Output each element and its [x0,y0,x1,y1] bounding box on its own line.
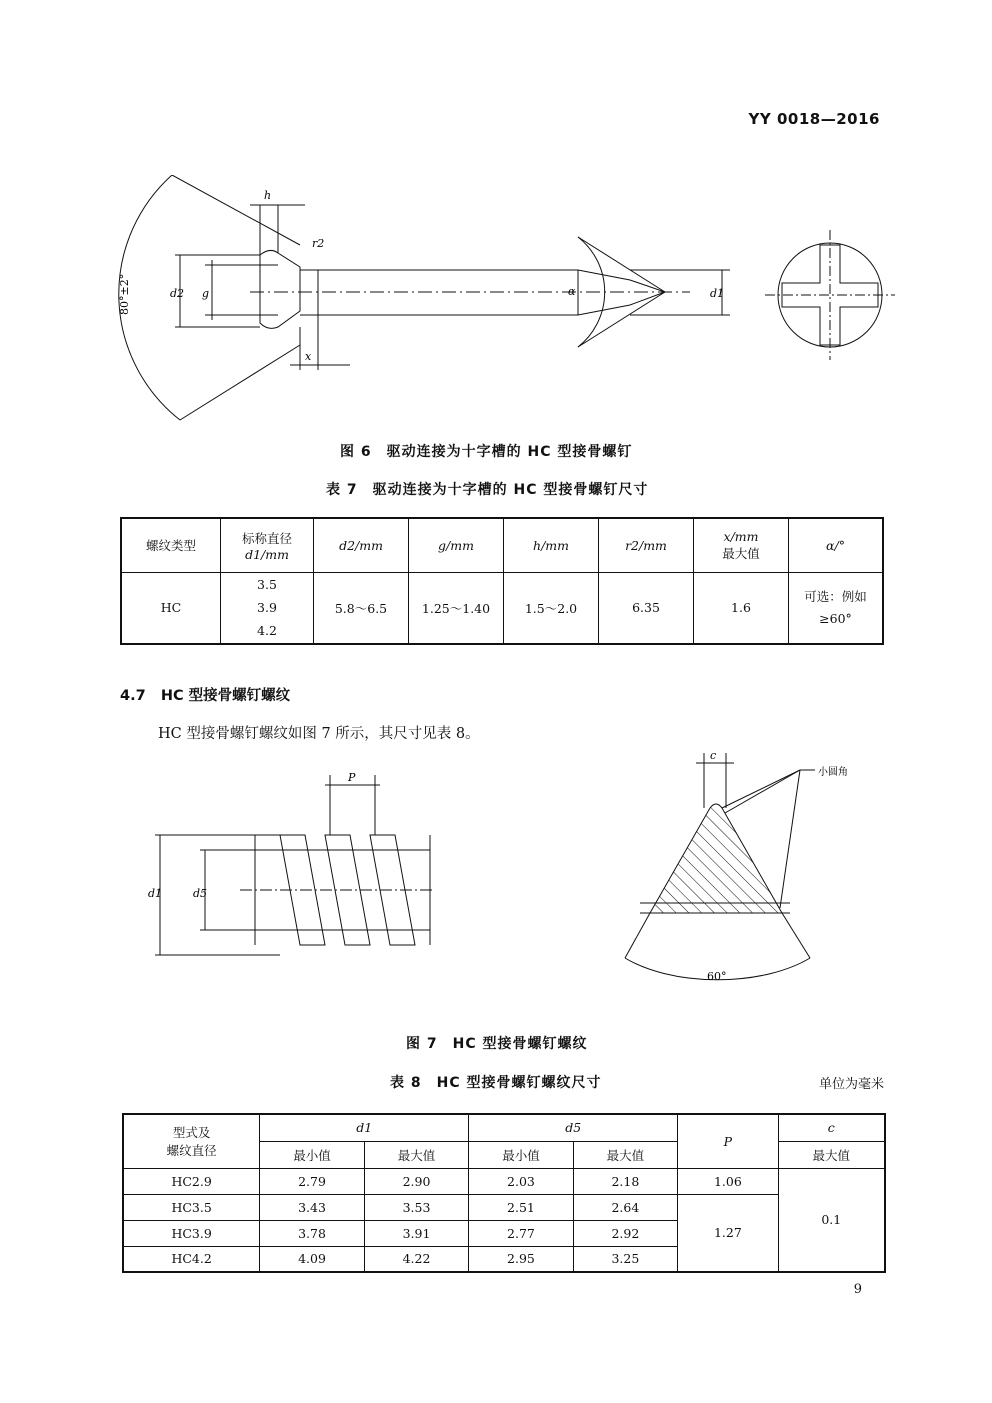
label-x: x [305,350,312,363]
label-60deg: 60° [707,970,727,983]
figure6-caption: 图 6 驱动连接为十字槽的 HC 型接骨螺钉 [340,444,633,460]
label-d5: d5 [193,887,208,900]
header-h: h/mm [504,518,599,572]
table8 [122,1113,886,1273]
cell-d5-max: 2.18 [573,1168,677,1194]
cell-d5-min: 2.95 [469,1246,573,1272]
label-d1: d1 [710,287,725,300]
cell-g: 1.25～1.40 [409,572,504,644]
header-alpha: α/° [789,518,884,572]
cell-d1-max: 3.91 [364,1220,468,1246]
cell-d1-max: 2.90 [364,1168,468,1194]
cell-P: 1.06 [678,1168,778,1194]
cell-d1-max: 3.53 [364,1194,468,1220]
figure7-thread-profile [600,748,860,988]
label-angle: 80°±2° [118,273,131,315]
label-h: h [264,189,272,202]
cell-type: HC4.2 [123,1246,260,1272]
cell-d1-min: 4.09 [260,1246,364,1272]
table-row [123,1194,885,1220]
section-number: 4.7 [120,688,146,704]
cell-r2: 6.35 [599,572,694,644]
cell-P: 1.27 [678,1194,778,1272]
cell-d5-max: 2.64 [573,1194,677,1220]
cell-d5-min: 2.03 [469,1168,573,1194]
table8-caption: 表 8 HC 型接骨螺钉螺纹尺寸 [390,1075,602,1091]
label-d2: d2 [170,287,185,300]
cell-type: HC3.9 [123,1220,260,1246]
cell-d1-min: 3.78 [260,1220,364,1246]
cell-c: 0.1 [778,1168,885,1272]
cell-d2: 5.8～6.5 [314,572,409,644]
label-r2: r2 [312,237,325,250]
header-c: c [778,1114,885,1141]
header-type: 型式及 螺纹直径 [123,1114,260,1168]
cell-nominal: 3.5 3.9 4.2 [221,572,314,644]
section-heading [120,684,290,705]
header-d5: d5 [469,1114,678,1141]
label-g: g [202,287,210,300]
cell-d5-min: 2.51 [469,1194,573,1220]
cell-d5-min: 2.77 [469,1220,573,1246]
header-d2: d2/mm [314,518,409,572]
cell-h: 1.5～2.0 [504,572,599,644]
header-g: g/mm [409,518,504,572]
label-P: P [348,771,356,784]
table-row [123,1168,885,1194]
table7-caption: 表 7 驱动连接为十字槽的 HC 型接骨螺钉尺寸 [326,482,649,498]
cell-x: 1.6 [694,572,789,644]
label-c: c [710,749,717,762]
cell-alpha: 可选：例如 ≥60° [789,572,884,644]
table7 [120,517,884,645]
label-small-radius: 小圆角 [818,767,848,778]
header-c-sub: 最大值 [778,1141,885,1168]
unit-note: 单位为毫米 [818,1077,884,1092]
cell-type: HC [121,572,221,644]
section-paragraph: HC 型接骨螺钉螺纹如图 7 所示，其尺寸见表 8。 [158,726,480,742]
header-nominal: 标称直径 d1/mm [221,518,314,572]
cell-d5-max: 2.92 [573,1220,677,1246]
cell-d5-max: 3.25 [573,1246,677,1272]
figure6-screw-drawing [100,175,900,435]
cell-type: HC3.5 [123,1194,260,1220]
header-d5-min: 最小值 [469,1141,573,1168]
standard-number: YY 0018—2016 [748,110,880,128]
header-d1-min: 最小值 [260,1141,364,1168]
section-title: HC 型接骨螺钉螺纹 [160,688,291,704]
label-alpha: α [568,285,576,298]
cell-type: HC2.9 [123,1168,260,1194]
cell-d1-max: 4.22 [364,1246,468,1272]
page-number: 9 [853,1282,862,1297]
cell-d1-min: 3.43 [260,1194,364,1220]
header-x: x/mm 最大值 [694,518,789,572]
header-d5-max: 最大值 [573,1141,677,1168]
header-P: P [678,1114,778,1168]
header-d1-max: 最大值 [364,1141,468,1168]
cell-d1-min: 2.79 [260,1168,364,1194]
header-d1: d1 [260,1114,469,1141]
header-type: 螺纹类型 [121,518,221,572]
header-r2: r2/mm [599,518,694,572]
label-d1-thread: d1 [148,887,163,900]
figure7-caption: 图 7 HC 型接骨螺钉螺纹 [406,1036,588,1052]
figure7-thread-drawing [140,765,440,965]
